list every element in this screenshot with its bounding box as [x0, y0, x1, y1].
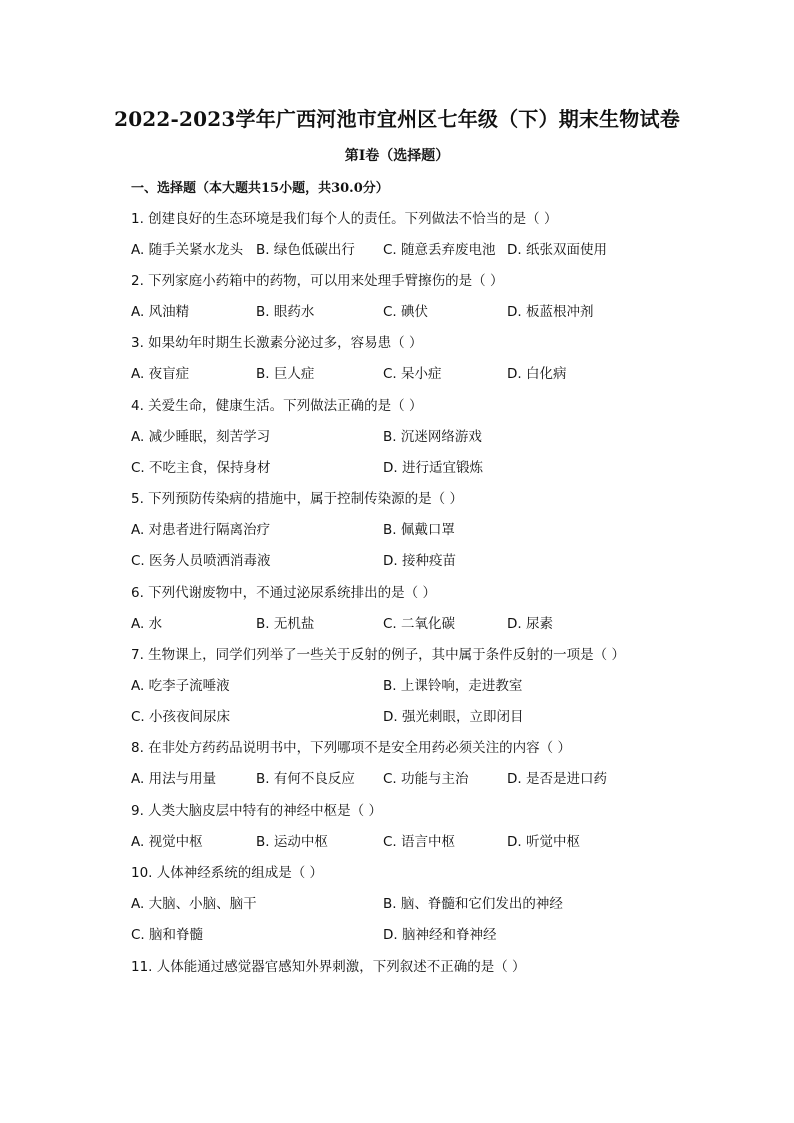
option-c: C. 不吃主食，保持身材 — [131, 460, 271, 476]
option-row — [131, 767, 691, 787]
option-b: B. 无机盐 — [256, 616, 315, 632]
option-d: D. 接种疫苗 — [383, 553, 456, 569]
option-row — [131, 892, 691, 912]
exam-title: 2022-2023学年广西河池市宜州区七年级（下）期末生物试卷 — [114, 107, 680, 131]
question-stem: 7. 生物课上，同学们列举了一些关于反射的例子，其中属于条件反射的一项是（ ） — [131, 647, 625, 663]
question-stem: 5. 下列预防传染病的措施中，属于控制传染源的是（ ） — [131, 491, 463, 507]
option-b: B. 有何不良反应 — [256, 771, 355, 787]
option-d: D. 强光刺眼，立即闭目 — [383, 709, 524, 725]
option-d: D. 是否是进口药 — [507, 771, 607, 787]
option-a: A. 夜盲症 — [131, 366, 190, 382]
option-row — [131, 705, 691, 725]
option-a: A. 吃李子流唾液 — [131, 678, 230, 694]
option-b: B. 巨人症 — [256, 366, 315, 382]
option-a: A. 随手关紧水龙头 — [131, 242, 244, 258]
option-row — [131, 362, 691, 382]
option-row — [131, 300, 691, 320]
question-stem: 10. 人体神经系统的组成是（ ） — [131, 865, 324, 881]
option-d: D. 白化病 — [507, 366, 567, 382]
option-row — [131, 238, 691, 258]
option-a: A. 视觉中枢 — [131, 834, 203, 850]
option-b: B. 沉迷网络游戏 — [383, 429, 482, 445]
option-c: C. 呆小症 — [383, 366, 442, 382]
option-c: C. 小孩夜间尿床 — [131, 709, 231, 725]
option-c: C. 碘伏 — [383, 304, 429, 320]
option-d: D. 听觉中枢 — [507, 834, 580, 850]
option-b: B. 脑、脊髓和它们发出的神经 — [383, 896, 563, 912]
option-row — [131, 456, 691, 476]
question-stem: 11. 人体能通过感觉器官感知外界刺激，下列叙述不正确的是（ ） — [131, 959, 526, 975]
option-a: A. 水 — [131, 616, 163, 632]
option-b: B. 绿色低碳出行 — [256, 242, 355, 258]
option-row — [131, 923, 691, 943]
option-c: C. 医务人员喷洒消毒液 — [131, 553, 271, 569]
question-stem: 9. 人类大脑皮层中特有的神经中枢是（ ） — [131, 803, 382, 819]
option-d: D. 进行适宜锻炼 — [383, 460, 483, 476]
option-row — [131, 830, 691, 850]
option-row — [131, 612, 691, 632]
question-stem: 6. 下列代谢废物中，不通过泌尿系统排出的是（ ） — [131, 585, 436, 601]
option-row — [131, 425, 691, 445]
option-d: D. 脑神经和脊神经 — [383, 927, 497, 943]
section-heading: 一、选择题（本大题共15小题，共30.0分） — [131, 181, 389, 196]
option-row — [131, 549, 691, 569]
option-b: B. 运动中枢 — [256, 834, 328, 850]
option-a: A. 对患者进行隔离治疗 — [131, 522, 271, 538]
option-d: D. 板蓝根冲剂 — [507, 304, 594, 320]
volume-heading: 第I卷（选择题） — [344, 148, 450, 164]
option-row — [131, 518, 691, 538]
option-c: C. 随意丢弃废电池 — [383, 242, 496, 258]
option-b: B. 佩戴口罩 — [383, 522, 455, 538]
option-a: A. 大脑、小脑、脑干 — [131, 896, 257, 912]
option-c: C. 脑和脊髓 — [131, 927, 204, 943]
option-c: C. 语言中枢 — [383, 834, 456, 850]
question-stem: 1. 创建良好的生态环境是我们每个人的责任。下列做法不恰当的是（ ） — [131, 211, 558, 227]
question-stem: 4. 关爱生命，健康生活。下列做法正确的是（ ） — [131, 398, 423, 414]
option-c: C. 二氧化碳 — [383, 616, 456, 632]
option-a: A. 用法与用量 — [131, 771, 217, 787]
option-a: A. 减少睡眠，刻苦学习 — [131, 429, 271, 445]
option-d: D. 尿素 — [507, 616, 553, 632]
question-stem: 3. 如果幼年时期生长激素分泌过多，容易患（ ） — [131, 335, 423, 351]
question-stem: 8. 在非处方药药品说明书中，下列哪项不是安全用药必须关注的内容（ ） — [131, 740, 571, 756]
option-c: C. 功能与主治 — [383, 771, 469, 787]
option-b: B. 上课铃响，走进教室 — [383, 678, 523, 694]
option-d: D. 纸张双面使用 — [507, 242, 607, 258]
option-a: A. 风油精 — [131, 304, 190, 320]
option-row — [131, 674, 691, 694]
option-b: B. 眼药水 — [256, 304, 315, 320]
question-stem: 2. 下列家庭小药箱中的药物，可以用来处理手臂擦伤的是（ ） — [131, 273, 504, 289]
